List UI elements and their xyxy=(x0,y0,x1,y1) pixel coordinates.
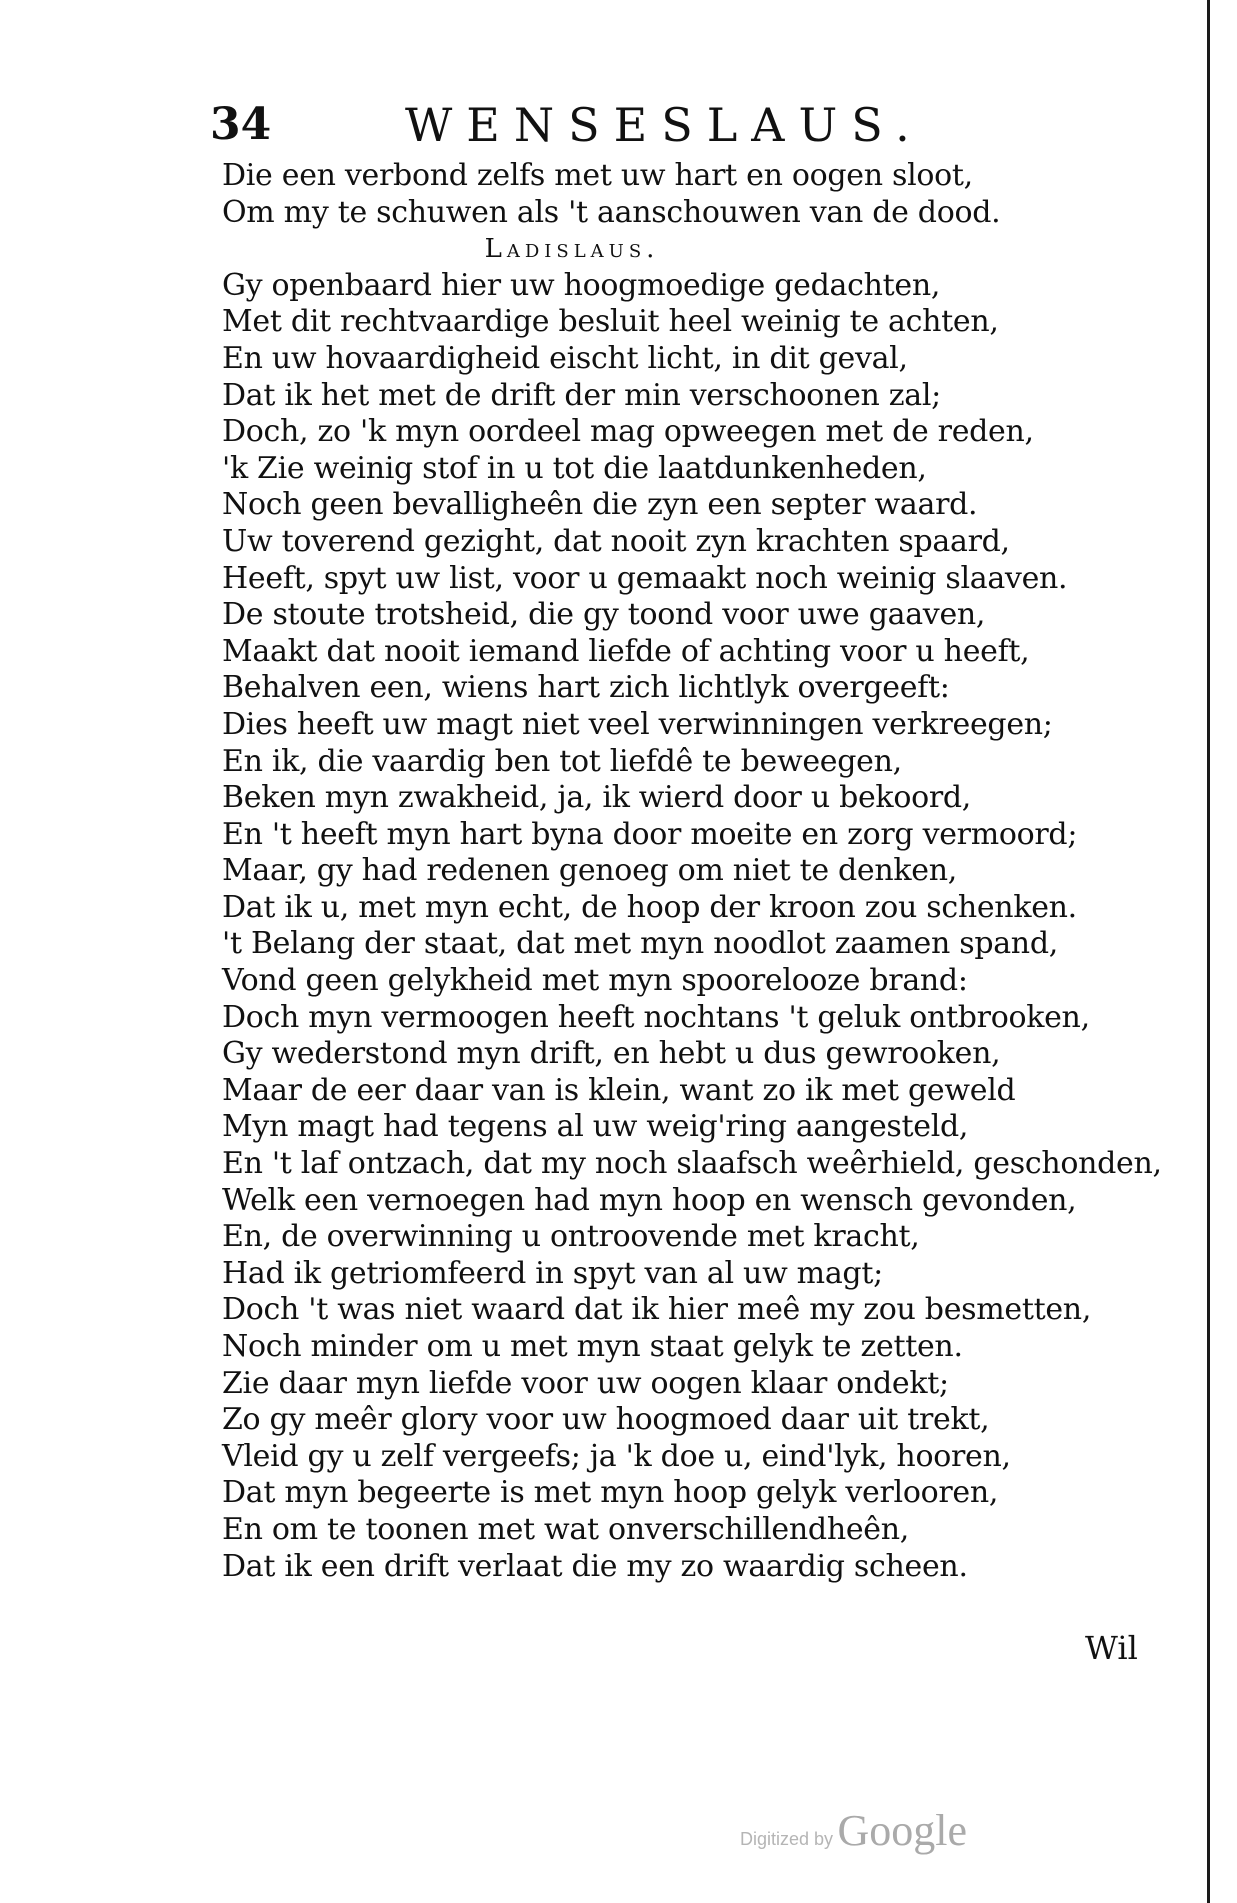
verse-line: Vleid gy u zelf vergeefs; ja 'k doe u, eind'lyk, hooren, xyxy=(222,1438,1011,1474)
verse-line: Zie daar myn liefde voor uw oogen klaar ondekt; xyxy=(222,1365,949,1401)
watermark-small-text: Digitized by xyxy=(740,1829,834,1849)
verse-line: Die een verbond zelfs met uw hart en oogen sloot, xyxy=(222,158,973,193)
verse-line: Om my te schuwen als 't aanschouwen van de dood. xyxy=(222,194,1001,230)
verse-line: En ik, die vaardig ben tot liefdê te beweegen, xyxy=(222,743,902,779)
verse-text xyxy=(222,158,1162,1585)
verse-line: Dat ik u, met myn echt, de hoop der kroon zou schenken. xyxy=(222,889,1077,925)
verse-lines-after-speaker xyxy=(222,267,1162,1585)
verse-line: En, de overwinning u ontroovende met kracht, xyxy=(222,1219,920,1255)
verse-line: En om te toonen met wat onverschillendheên, xyxy=(222,1511,910,1547)
verse-line: Doch 't was niet waard dat ik hier meê my zou besmetten, xyxy=(222,1292,1092,1328)
verse-line: Vond geen gelykheid met myn spoorelooze brand: xyxy=(222,963,968,999)
verse-line: Noch geen bevalligheên die zyn een septer waard. xyxy=(222,487,978,523)
verse-line: Dat ik het met de drift der min verschoonen zal; xyxy=(222,377,941,413)
verse-line: Met dit rechtvaardige besluit heel weinig te achten, xyxy=(222,304,999,340)
watermark-logo-text: Google xyxy=(837,1806,968,1855)
verse-line: Dat myn begeerte is met myn hoop gelyk verlooren, xyxy=(222,1475,999,1511)
verse-line: Myn magt had tegens al uw weig'ring aangesteld, xyxy=(222,1109,969,1145)
verse-line: En uw hovaardigheid eischt licht, in dit geval, xyxy=(222,340,908,376)
page-number: 34 xyxy=(210,99,272,150)
verse-line: Gy openbaard hier uw hoogmoedige gedachten, xyxy=(222,267,941,303)
verse-line: Behalven een, wiens hart zich lichtlyk overgeeft: xyxy=(222,670,950,706)
verse-line: Had ik getriomfeerd in spyt van al uw magt; xyxy=(222,1255,883,1291)
verse-line: De stoute trotsheid, die gy toond voor uwe gaaven, xyxy=(222,597,986,633)
verse-line: 'k Zie weinig stof in u tot die laatdunkenheden, xyxy=(222,450,927,486)
verse-line: Maakt dat nooit iemand liefde of achting voor u heeft, xyxy=(222,633,1030,669)
verse-line: Dies heeft uw magt niet veel verwinningen verkreegen; xyxy=(222,706,1053,742)
verse-line: Beken myn zwakheid, ja, ik wierd door u bekoord, xyxy=(222,780,972,816)
page-header xyxy=(210,95,970,155)
page-edge-rule xyxy=(1207,0,1210,1903)
digitized-watermark xyxy=(740,1805,967,1856)
running-title: WENSESLAUS. xyxy=(405,98,924,152)
verse-line: Gy wederstond myn drift, en hebt u dus gewrooken, xyxy=(222,1036,1001,1072)
verse-line: Noch minder om u met myn staat gelyk te zetten. xyxy=(222,1329,963,1364)
verse-line: Welk een vernoegen had myn hoop en wensch gevonden, xyxy=(222,1182,1077,1218)
catchword: Wil xyxy=(1085,1629,1138,1667)
verse-line: En 't heeft myn hart byna door moeite en zorg vermoord; xyxy=(222,816,1078,852)
verse-line: Uw toverend gezight, dat nooit zyn krachten spaard, xyxy=(222,523,1010,559)
verse-line: En 't laf ontzach, dat my noch slaafsch weêrhield, geschonden, xyxy=(222,1146,1162,1182)
verse-line: Maar, gy had redenen genoeg om niet te denken, xyxy=(222,853,957,889)
verse-line: Dat ik een drift verlaat die my zo waardig scheen. xyxy=(222,1548,968,1584)
speaker-heading: Ladislaus. xyxy=(484,234,660,265)
verse-line: Heeft, spyt uw list, voor u gemaakt noch weinig slaaven. xyxy=(222,560,1068,596)
verse-line: Zo gy meêr glory voor uw hoogmoed daar uit trekt, xyxy=(222,1402,990,1438)
verse-line: 't Belang der staat, dat met myn noodlot zaamen spand, xyxy=(222,926,1058,962)
verse-lines-before-speaker xyxy=(222,158,1122,231)
verse-line: Doch, zo 'k myn oordeel mag opweegen met de reden, xyxy=(222,414,1034,450)
verse-line: Doch myn vermoogen heeft nochtans 't geluk ontbrooken, xyxy=(222,999,1090,1035)
verse-line: Maar de eer daar van is klein, want zo ik met geweld xyxy=(222,1072,1016,1108)
